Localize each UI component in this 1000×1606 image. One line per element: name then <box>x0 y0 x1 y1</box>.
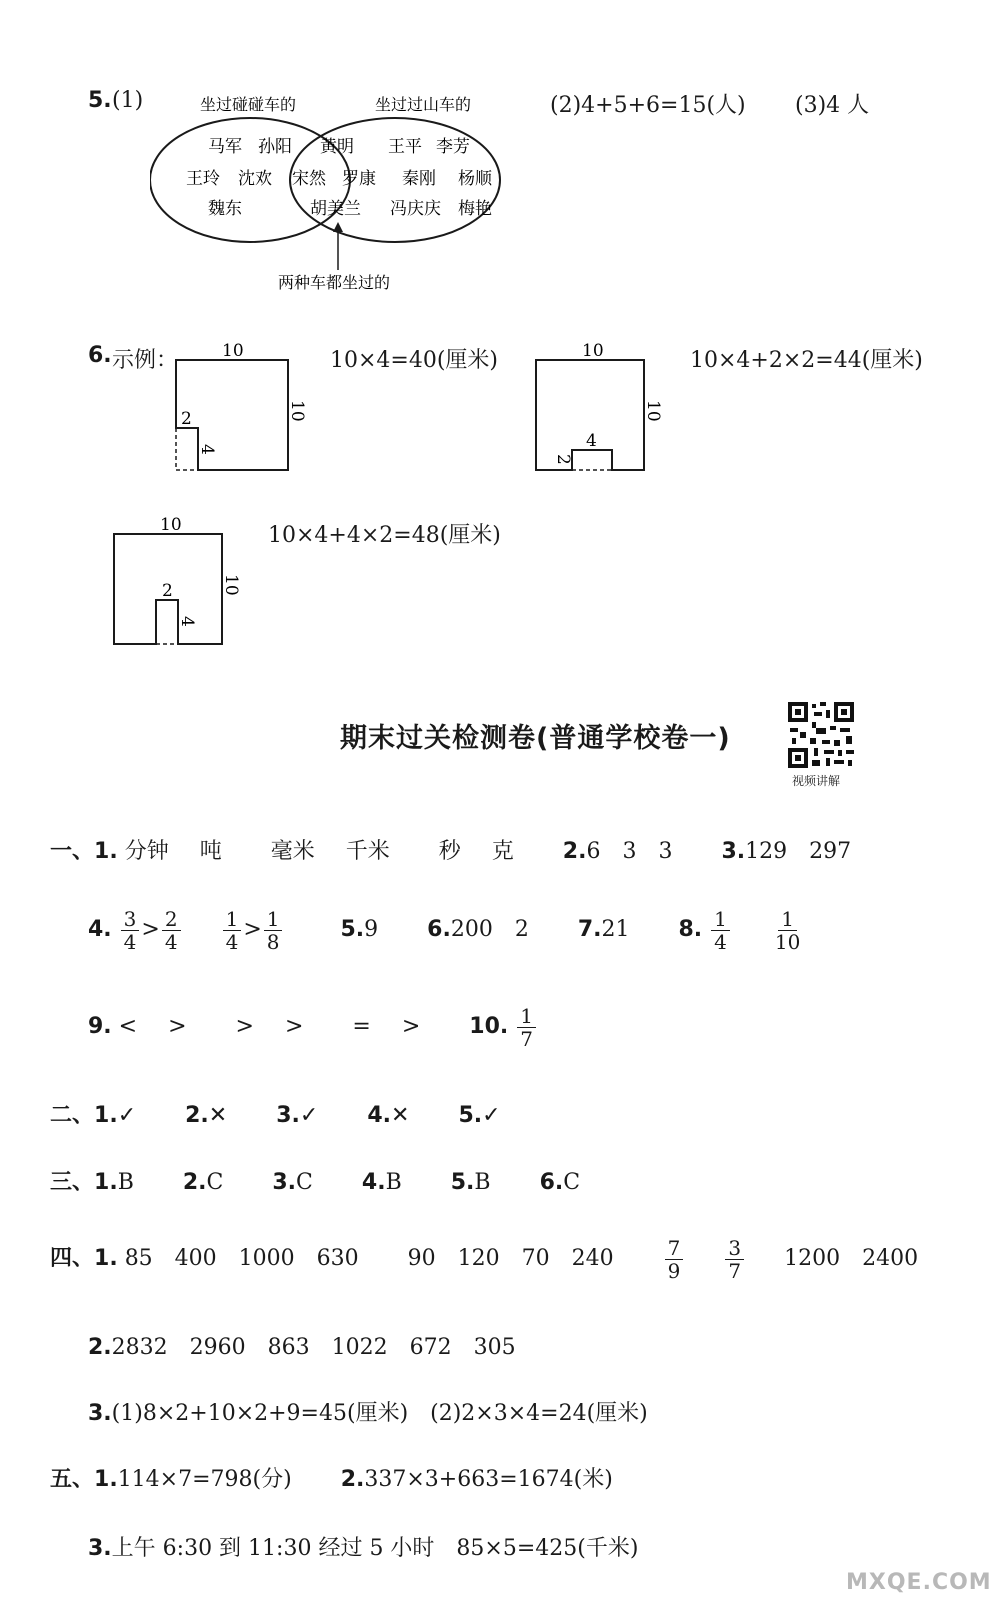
venn-name: 胡美兰 <box>310 199 361 219</box>
denominator: 7 <box>520 1026 534 1051</box>
answer: 21 <box>601 917 630 942</box>
answer: 1200 2400 <box>784 1246 919 1271</box>
numerator: 2 <box>162 908 181 931</box>
venn-right-label: 坐过过山车的 <box>375 95 472 114</box>
numerator: 1 <box>517 1005 536 1028</box>
figure-1-formula: 10×4=40(厘米) <box>330 348 499 373</box>
answer: 吨 <box>199 839 222 864</box>
denominator: 8 <box>266 929 280 954</box>
venn-name: 魏东 <box>208 199 242 219</box>
answer: 200 2 <box>450 917 529 942</box>
numerator: 7 <box>665 1237 684 1260</box>
figure-3-formula: 10×4+4×2=48(厘米) <box>268 523 501 548</box>
figure-2-top-label: 10 <box>582 341 604 361</box>
answer: > <box>284 1014 304 1039</box>
answer: = <box>352 1014 371 1039</box>
answer: ✓ <box>299 1103 319 1128</box>
section-2-row <box>50 1098 501 1129</box>
item-number: 3. <box>721 839 746 864</box>
q5-part2: (2)4+5+6=15(人) <box>550 93 746 118</box>
section-5-label: 五、 <box>50 1467 95 1492</box>
venn-name: 李芳 <box>436 137 470 157</box>
q6-number: 6. <box>88 343 112 368</box>
qr-caption: 视频讲解 <box>792 774 841 788</box>
figure-2-notch-h: 2 <box>553 454 573 465</box>
answer: 114×7=798(分) <box>117 1467 292 1492</box>
section-1-row-2 <box>88 906 805 954</box>
answer: 2832 2960 863 1022 672 305 <box>111 1335 516 1360</box>
answer: C <box>206 1170 224 1195</box>
item-number: 3. <box>88 1536 112 1561</box>
item-number: 6. <box>427 917 451 942</box>
fraction <box>711 908 730 953</box>
figure-2-side-label: 10 <box>643 400 663 422</box>
figure-2-shape <box>536 360 644 470</box>
figure-1 <box>170 338 310 478</box>
item-number: 2. <box>562 839 587 864</box>
fraction <box>725 1237 744 1282</box>
venn-name: 梅艳 <box>458 199 492 219</box>
venn-name: 杨顺 <box>458 169 492 189</box>
item-number: 6. <box>539 1170 564 1195</box>
q6-label: 示例： <box>112 348 179 373</box>
section-5-row-1 <box>50 1462 613 1493</box>
page-title: 期末过关检测卷(普通学校卷一) <box>340 723 731 754</box>
item-number: 1. <box>94 1467 118 1492</box>
numerator: 1 <box>711 908 730 931</box>
figure-3-side-label: 10 <box>221 574 241 596</box>
item-number: 3. <box>276 1103 300 1128</box>
item-number: 5. <box>458 1103 483 1128</box>
numerator: 1 <box>264 908 283 931</box>
fraction <box>665 1237 684 1282</box>
figure-3-notch-h: 4 <box>177 616 197 627</box>
q5-part1-label: (1) <box>112 88 144 113</box>
answer: (1)8×2+10×2+9=45(厘米) (2)2×3×4=24(厘米) <box>111 1401 648 1426</box>
answer: 分钟 <box>124 839 169 864</box>
denominator: 4 <box>714 929 727 954</box>
numerator: 3 <box>121 908 140 931</box>
venn-name: 黄明 <box>320 137 354 157</box>
item-number: 1. <box>94 1246 118 1271</box>
denominator: 4 <box>164 929 178 954</box>
answer: > <box>235 1014 254 1039</box>
venn-name: 马军 <box>208 137 242 157</box>
denominator: 7 <box>728 1258 742 1283</box>
denominator: 4 <box>225 929 239 954</box>
operator: > <box>141 917 160 942</box>
item-number: 2. <box>185 1103 209 1128</box>
fraction <box>264 908 283 953</box>
figure-3-notch-w: 2 <box>162 581 173 601</box>
fraction <box>772 908 803 953</box>
venn-arrow-head <box>333 222 343 232</box>
answer: C <box>563 1170 581 1195</box>
section-1-row-1 <box>50 834 851 865</box>
venn-name: 秦刚 <box>402 169 436 189</box>
operator: > <box>243 917 262 942</box>
section-5-row-2 <box>88 1531 638 1562</box>
numerator: 1 <box>223 908 242 931</box>
answer: ✓ <box>482 1103 501 1128</box>
venn-left-label: 坐过碰碰车的 <box>200 95 297 114</box>
answer: B <box>117 1170 134 1195</box>
item-number: 2. <box>88 1335 112 1360</box>
q5-part3: (3)4 人 <box>795 93 870 118</box>
item-number: 7. <box>577 917 602 942</box>
figure-1-side-label: 10 <box>287 400 307 422</box>
venn-bottom-label: 两种车都坐过的 <box>278 273 391 292</box>
venn-name: 沈欢 <box>238 169 272 189</box>
answer: 毫米 <box>270 839 315 864</box>
item-number: 1. <box>94 1103 118 1128</box>
answer: B <box>474 1170 491 1195</box>
item-number: 8. <box>678 917 703 942</box>
fraction <box>223 908 242 953</box>
figure-3-top-label: 10 <box>160 515 182 535</box>
answer: > <box>401 1014 421 1039</box>
answer: 85 400 1000 630 <box>124 1246 359 1271</box>
numerator: 1 <box>778 908 797 931</box>
figure-3 <box>108 512 248 652</box>
numerator: 3 <box>725 1237 744 1260</box>
qr-code-icon[interactable] <box>786 700 856 770</box>
figure-1-shape <box>176 360 288 470</box>
answer: 秒 <box>438 839 461 864</box>
answer: 千米 <box>345 839 390 864</box>
denominator: 9 <box>667 1258 681 1283</box>
venn-name: 罗康 <box>342 169 376 189</box>
venn-name: 王平 <box>388 137 422 157</box>
fraction <box>517 1005 536 1050</box>
answer: 90 120 70 240 <box>407 1246 614 1271</box>
item-number: 9. <box>88 1014 112 1039</box>
answer: 337×3+663=1674(米) <box>364 1467 613 1492</box>
answer: 129 297 <box>745 839 852 864</box>
answer: < <box>118 1014 138 1039</box>
item-number: 4. <box>88 917 112 942</box>
item-number: 2. <box>182 1170 207 1195</box>
section-4-row-1 <box>50 1235 918 1283</box>
section-3-row <box>50 1165 580 1196</box>
venn-name: 孙阳 <box>258 137 292 157</box>
item-number: 4. <box>361 1170 386 1195</box>
section-4-row-2 <box>88 1330 516 1361</box>
denominator: 4 <box>123 929 137 954</box>
section-4-label: 四、 <box>50 1246 95 1271</box>
item-number: 10. <box>469 1014 509 1039</box>
answer: 克 <box>491 839 514 864</box>
venn-name: 王玲 <box>186 169 220 189</box>
answer: ✕ <box>391 1103 410 1128</box>
answer: C <box>296 1170 313 1195</box>
item-number: 1. <box>94 839 118 864</box>
figure-1-notch-w: 2 <box>181 409 192 429</box>
answer: 9 <box>364 917 379 942</box>
figure-1-dashed <box>176 428 198 470</box>
answer: > <box>168 1014 187 1039</box>
venn-diagram <box>150 90 510 295</box>
figure-2-formula: 10×4+2×2=44(厘米) <box>690 348 923 373</box>
section-4-row-3 <box>88 1396 648 1427</box>
q5-number: 5. <box>88 88 112 113</box>
venn-name: 宋然 <box>292 169 326 189</box>
fraction <box>162 908 181 953</box>
answer: B <box>385 1170 402 1195</box>
item-number: 5. <box>340 917 365 942</box>
venn-name: 冯庆庆 <box>390 199 441 219</box>
figure-2 <box>530 338 670 478</box>
section-1-label: 一、 <box>50 839 95 864</box>
figure-2-notch-w: 4 <box>586 431 597 451</box>
item-number: 2. <box>340 1467 365 1492</box>
denominator: 10 <box>774 929 801 954</box>
item-number: 4. <box>367 1103 392 1128</box>
section-3-label: 三、 <box>50 1170 95 1195</box>
figure-1-notch-h: 4 <box>197 444 217 455</box>
watermark: MXQE.COM <box>846 1570 992 1595</box>
fraction <box>121 908 140 953</box>
item-number: 5. <box>450 1170 475 1195</box>
section-1-row-3 <box>88 1003 538 1051</box>
answer: ✕ <box>208 1103 228 1128</box>
item-number: 3. <box>88 1401 112 1426</box>
figure-1-top-label: 10 <box>222 341 244 361</box>
answer: 上午 6:30 到 11:30 经过 5 小时 85×5=425(千米) <box>111 1536 639 1561</box>
item-number: 3. <box>272 1170 297 1195</box>
section-2-label: 二、 <box>50 1103 95 1128</box>
answer: 6 3 3 <box>586 839 673 864</box>
item-number: 1. <box>94 1170 118 1195</box>
answer: ✓ <box>117 1103 137 1128</box>
